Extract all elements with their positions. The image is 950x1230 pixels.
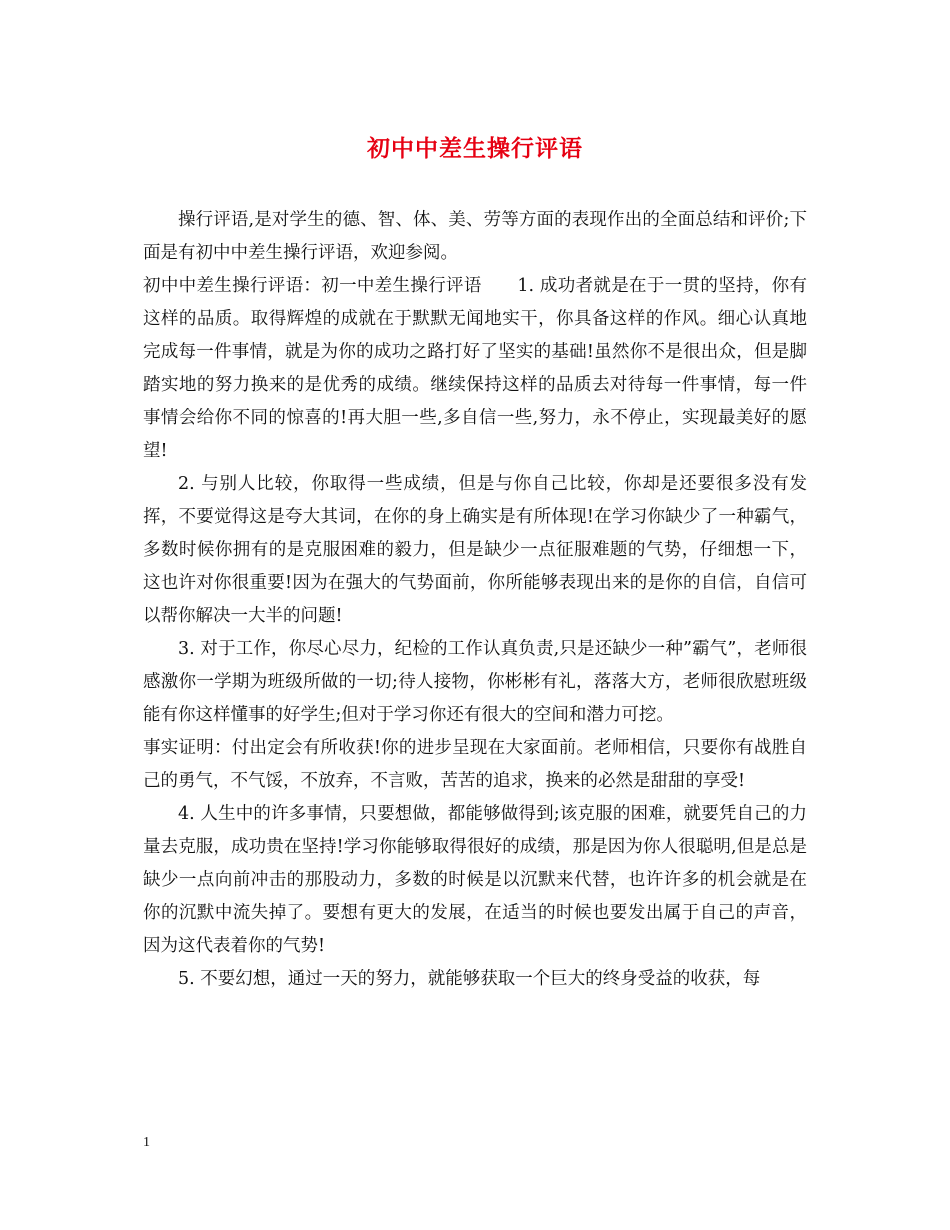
comment-paragraph-3-continued: 事实证明：付出定会有所收获!你的进步呈现在大家面前。老师相信，只要你有战胜自己的勇气，不气馁，不放弃，不言败，苦苦的追求，换来的必然是甜甜的享受! — [143, 738, 807, 791]
comment-paragraph-2: 2. 与别人比较，你取得一些成绩，但是与你自己比较，你却是还要很多没有发挥，不要觉得这是夸大其词，在你的身上确实是有所体现!在学习你缺少了一种霸气，多数时候你拥有的是克服困难的毅力，但是缺少一点征服难题的气势，仔细想一下，这也许对你很重要!因为在强大的气势面前，你所能够表现出来的是你的自信，自信可以帮你解决一大半的问题! — [143, 474, 807, 626]
comment-paragraph-5: 5. 不要幻想，通过一天的努力，就能够获取一个巨大的终身受益的收获，每 — [178, 969, 761, 989]
comment-paragraph-3: 3. 对于工作，你尽心尽力，纪检的工作认真负责,只是还缺少一种”霸气”，老师很感激你一学期为班级所做的一切;待人接物，你彬彬有礼，落落大方，老师很欣慰班级能有你这样懂事的好学生;但对于学习你还有很大的空间和潜力可挖。 — [143, 639, 807, 725]
page-number: 1 — [143, 1135, 150, 1150]
document-body — [143, 204, 807, 996]
comment-paragraph-1: 初中中差生操行评语：初一中差生操行评语 1. 成功者就是在于一贯的坚持，你有这样的品质。取得辉煌的成就在于默默无闻地实干，你具备这样的作风。细心认真地完成每一件事情，就是为你的成功之路打好了坚实的基础!虽然你不是很出众，但是脚踏实地的努力换来的是优秀的成绩。继续保持这样的品质去对待每一件事情，每一件事情会给你不同的惊喜的!再大胆一些,多自信一些,努力，永不停止，实现最美好的愿望! — [143, 276, 807, 461]
comment-paragraph-4: 4. 人生中的许多事情，只要想做，都能够做得到;该克服的困难，就要凭自己的力量去克服，成功贵在坚持!学习你能够取得很好的成绩，那是因为你人很聪明,但是总是缺少一点向前冲击的那股动力，多数的时候是以沉默来代替，也许许多的机会就是在你的沉默中流失掉了。要想有更大的发展，在适当的时候也要发出属于自己的声音，因为这代表着你的气势! — [143, 804, 807, 956]
intro-paragraph: 操行评语,是对学生的德、智、体、美、劳等方面的表现作出的全面总结和评价;下面是有初中中差生操行评语，欢迎参阅。 — [143, 210, 807, 263]
document-title: 初中中差生操行评语 — [367, 135, 583, 162]
